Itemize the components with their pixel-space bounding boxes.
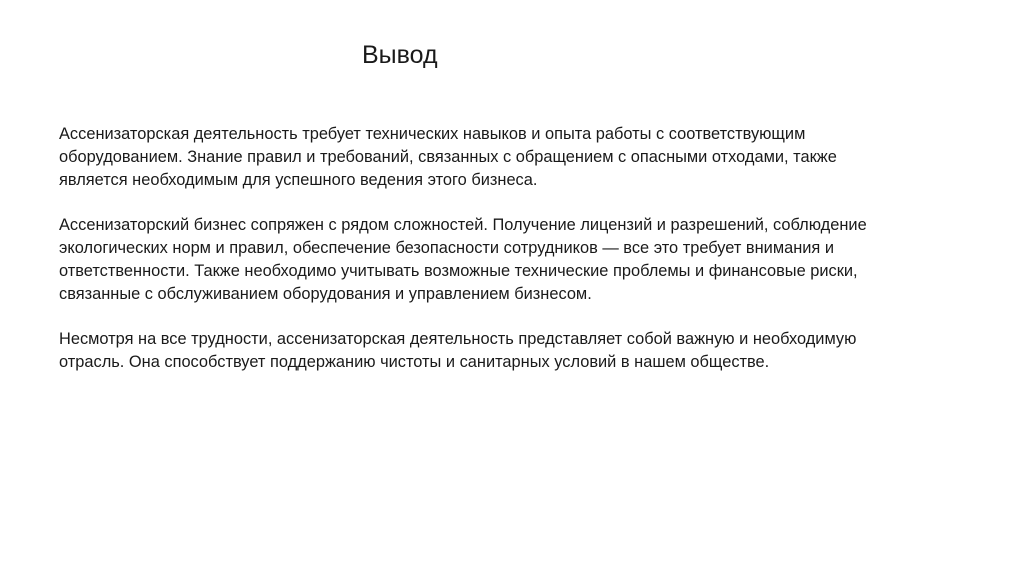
text-line: является необходимым для успешного ведения этого бизнеса. [59,171,538,189]
text-line: Несмотря на все трудности, ассенизаторская деятельность представляет собой важную и необходимую [59,330,857,348]
paragraph-conclusion [59,328,939,374]
text-line: экологических норм и правил, обеспечение безопасности сотрудников — все это требует внимания и [59,239,835,257]
text-line: Ассенизаторская деятельность требует технических навыков и опыта работы с соответствующим [59,125,806,143]
text-line: оборудованием. Знание правил и требований, связанных с обращением с опасными отходами, также [59,148,837,166]
paragraph-requirements [59,123,939,192]
text-line: ответственности. Также необходимо учитывать возможные технические проблемы и финансовые риски, [59,262,858,280]
text-line: связанные с обслуживанием оборудования и управлением бизнесом. [59,285,592,303]
text-line: отрасль. Она способствует поддержанию чистоты и санитарных условий в нашем обществе. [59,353,770,371]
slide-title: Вывод [362,41,438,69]
text-line: Ассенизаторский бизнес сопряжен с рядом сложностей. Получение лицензий и разрешений, соблюдение [59,216,867,234]
slide-body [59,123,939,396]
paragraph-challenges [59,214,939,306]
